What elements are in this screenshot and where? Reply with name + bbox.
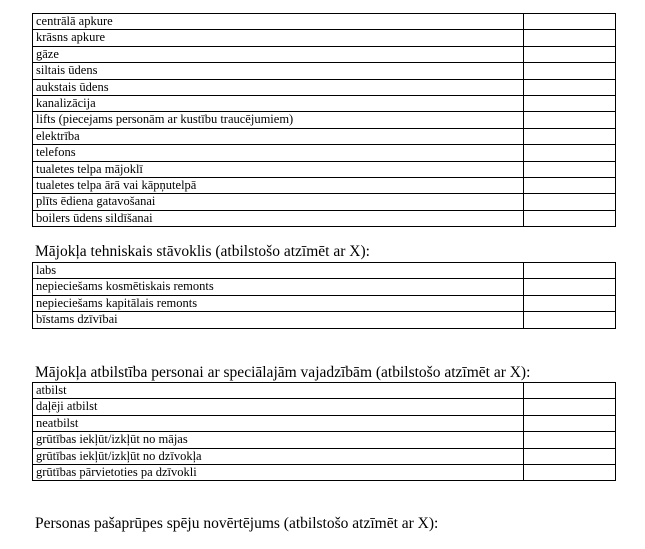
special-needs-row-label: grūtības iekļūt/izkļūt no dzīvokļa (33, 448, 524, 464)
utilities-row (33, 161, 616, 177)
special-needs-row (33, 415, 616, 431)
utilities-row-label: boilers ūdens sildīšanai (33, 210, 524, 226)
utilities-row-mark-cell[interactable] (524, 30, 616, 46)
utilities-row-mark-cell[interactable] (524, 14, 616, 30)
utilities-row-mark-cell[interactable] (524, 46, 616, 62)
special-needs-row-mark-cell[interactable] (524, 432, 616, 448)
utilities-table-body (33, 14, 616, 227)
utilities-row-label: tualetes telpa mājoklī (33, 161, 524, 177)
special-needs-row-label: daļēji atbilst (33, 399, 524, 415)
technical-condition-row (33, 295, 616, 311)
special-needs-row (33, 465, 616, 481)
utilities-table (32, 13, 616, 227)
special-needs-row-label: atbilst (33, 383, 524, 399)
technical-condition-row (33, 263, 616, 279)
special-needs-row-mark-cell[interactable] (524, 415, 616, 431)
special-needs-row-mark-cell[interactable] (524, 399, 616, 415)
technical-condition-row-mark-cell[interactable] (524, 312, 616, 328)
utilities-row-mark-cell[interactable] (524, 194, 616, 210)
utilities-row-mark-cell[interactable] (524, 210, 616, 226)
utilities-row (33, 63, 616, 79)
special-needs-row (33, 399, 616, 415)
special-needs-row (33, 383, 616, 399)
utilities-row-label: elektrība (33, 128, 524, 144)
technical-condition-row-label: labs (33, 263, 524, 279)
utilities-row-mark-cell[interactable] (524, 161, 616, 177)
utilities-row-mark-cell[interactable] (524, 96, 616, 112)
utilities-row-label: plīts ēdiena gatavošanai (33, 194, 524, 210)
utilities-row (33, 194, 616, 210)
special-needs-row-label: neatbilst (33, 415, 524, 431)
special-needs-row-mark-cell[interactable] (524, 448, 616, 464)
special-needs-table-body (33, 383, 616, 481)
utilities-row (33, 112, 616, 128)
special-needs-row-label: grūtības pārvietoties pa dzīvokli (33, 465, 524, 481)
utilities-row (33, 46, 616, 62)
utilities-row-label: aukstais ūdens (33, 79, 524, 95)
technical-condition-row-mark-cell[interactable] (524, 279, 616, 295)
technical-condition-row (33, 279, 616, 295)
technical-condition-table (32, 262, 616, 329)
special-needs-row-label: grūtības iekļūt/izkļūt no mājas (33, 432, 524, 448)
utilities-row-label: tualetes telpa ārā vai kāpņutelpā (33, 178, 524, 194)
technical-condition-row-mark-cell[interactable] (524, 295, 616, 311)
utilities-row-mark-cell[interactable] (524, 178, 616, 194)
utilities-row (33, 79, 616, 95)
utilities-row (33, 14, 616, 30)
utilities-row (33, 128, 616, 144)
utilities-row-mark-cell[interactable] (524, 79, 616, 95)
technical-condition-row (33, 312, 616, 328)
technical-condition-heading: Mājokļa tehniskais stāvoklis (atbilstošo atzīmēt ar X): (35, 243, 370, 260)
special-needs-row-mark-cell[interactable] (524, 383, 616, 399)
special-needs-row (33, 448, 616, 464)
utilities-row (33, 210, 616, 226)
technical-condition-row-label: nepieciešams kosmētiskais remonts (33, 279, 524, 295)
utilities-row-label: centrālā apkure (33, 14, 524, 30)
utilities-row-mark-cell[interactable] (524, 128, 616, 144)
utilities-row (33, 145, 616, 161)
technical-condition-row-label: bīstams dzīvībai (33, 312, 524, 328)
utilities-row (33, 96, 616, 112)
utilities-row-mark-cell[interactable] (524, 63, 616, 79)
special-needs-table (32, 382, 616, 481)
utilities-row-label: krāsns apkure (33, 30, 524, 46)
self-care-heading: Personas pašaprūpes spēju novērtējums (atbilstošo atzīmēt ar X): (35, 515, 439, 532)
utilities-row (33, 178, 616, 194)
utilities-row-label: lifts (piecejams personām ar kustību traucējumiem) (33, 112, 524, 128)
special-needs-row (33, 432, 616, 448)
utilities-row-label: siltais ūdens (33, 63, 524, 79)
utilities-row (33, 30, 616, 46)
utilities-row-label: gāze (33, 46, 524, 62)
utilities-row-label: telefons (33, 145, 524, 161)
utilities-row-label: kanalizācija (33, 96, 524, 112)
technical-condition-row-mark-cell[interactable] (524, 263, 616, 279)
special-needs-heading: Mājokļa atbilstība personai ar speciālajām vajadzībām (atbilstošo atzīmēt ar X): (35, 364, 531, 381)
utilities-row-mark-cell[interactable] (524, 112, 616, 128)
utilities-row-mark-cell[interactable] (524, 145, 616, 161)
technical-condition-row-label: nepieciešams kapitālais remonts (33, 295, 524, 311)
special-needs-row-mark-cell[interactable] (524, 465, 616, 481)
technical-condition-table-body (33, 263, 616, 329)
